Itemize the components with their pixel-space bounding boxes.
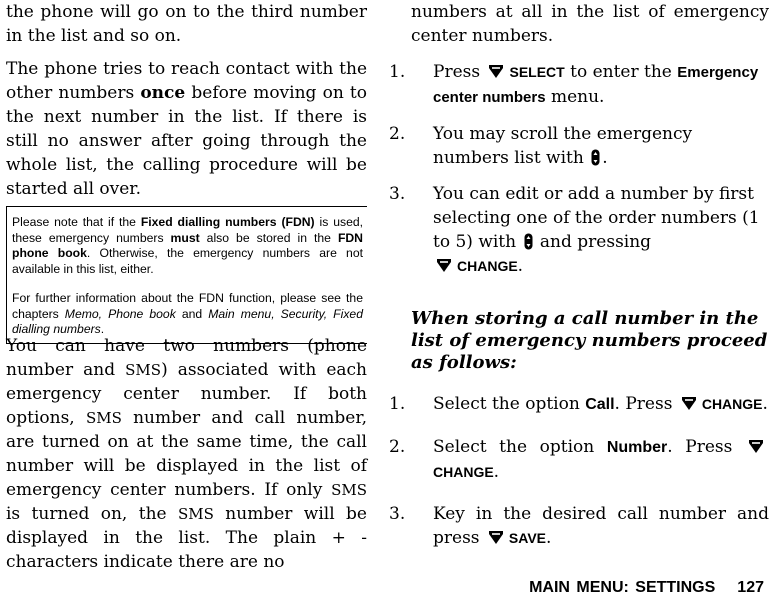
step-2: 2. You may scroll the emergency numbers list with . <box>389 124 693 168</box>
fdn-note-box <box>6 206 367 344</box>
softkey-icon <box>435 256 453 274</box>
left-column <box>6 0 367 572</box>
step-3: 3. You can edit or add a number by first selecting one of the order numbers (1 to 5) with and pressing CHANGE. <box>389 184 760 276</box>
section-title: MAIN MENU: SETTINGS <box>529 579 716 596</box>
right-column <box>389 0 769 550</box>
store-step-1: 1. Select the option Call. Press CHANGE. <box>389 394 768 414</box>
store-step-3: 3. Key in the desired call number and press SAVE. <box>389 504 769 548</box>
paragraph-2: The phone tries to reach contact with the other numbers once before moving on to the next number in the list. If there is still no answer after going through the whole list, the calling procedure will be started all over. <box>6 59 367 199</box>
scroll-key-icon <box>591 149 600 166</box>
softkey-icon <box>487 528 505 546</box>
note-paragraph-1: Please note that if the Fixed dialling numbers (FDN) is used, these emergency numbers must also be stored in the FDN phone book. Otherwise, the emergency numbers are not available in this list, either. <box>12 215 364 276</box>
page-number: 127 <box>737 579 764 596</box>
step-1: 1. Press SELECT to enter the Emergency center numbers menu. <box>389 62 759 107</box>
scroll-key-icon <box>524 233 533 250</box>
intro-paragraph: numbers at all in the list of emergency center numbers. <box>411 2 769 46</box>
softkey-icon <box>747 437 765 455</box>
softkey-icon <box>487 62 505 80</box>
note-paragraph-2: For further information about the FDN function, please see the chapters Memo, Phone book and Main menu, Security, Fixed dialling numbers. <box>12 291 363 336</box>
paragraph-3: You can have two numbers (phone number and SMS) associated with each emergency center number. If both options, SMS number and call number, are turned on at the same time, the call number will be displayed in the list of emergency center numbers. If only SMS is turned on, the SMS number will be displayed in the list. The plain + -characters indicate there are no <box>6 336 367 572</box>
page-footer <box>529 579 764 597</box>
paragraph-1: the phone will go on to the third number in the list and so on. <box>6 2 367 46</box>
softkey-icon <box>680 394 698 412</box>
store-step-2: 2. Select the option Number. Press CHANGE. <box>411 435 769 484</box>
section-heading: When storing a call number in the list of emergency numbers proceed as follows: <box>411 308 768 373</box>
emphasis-once: once <box>140 83 186 103</box>
